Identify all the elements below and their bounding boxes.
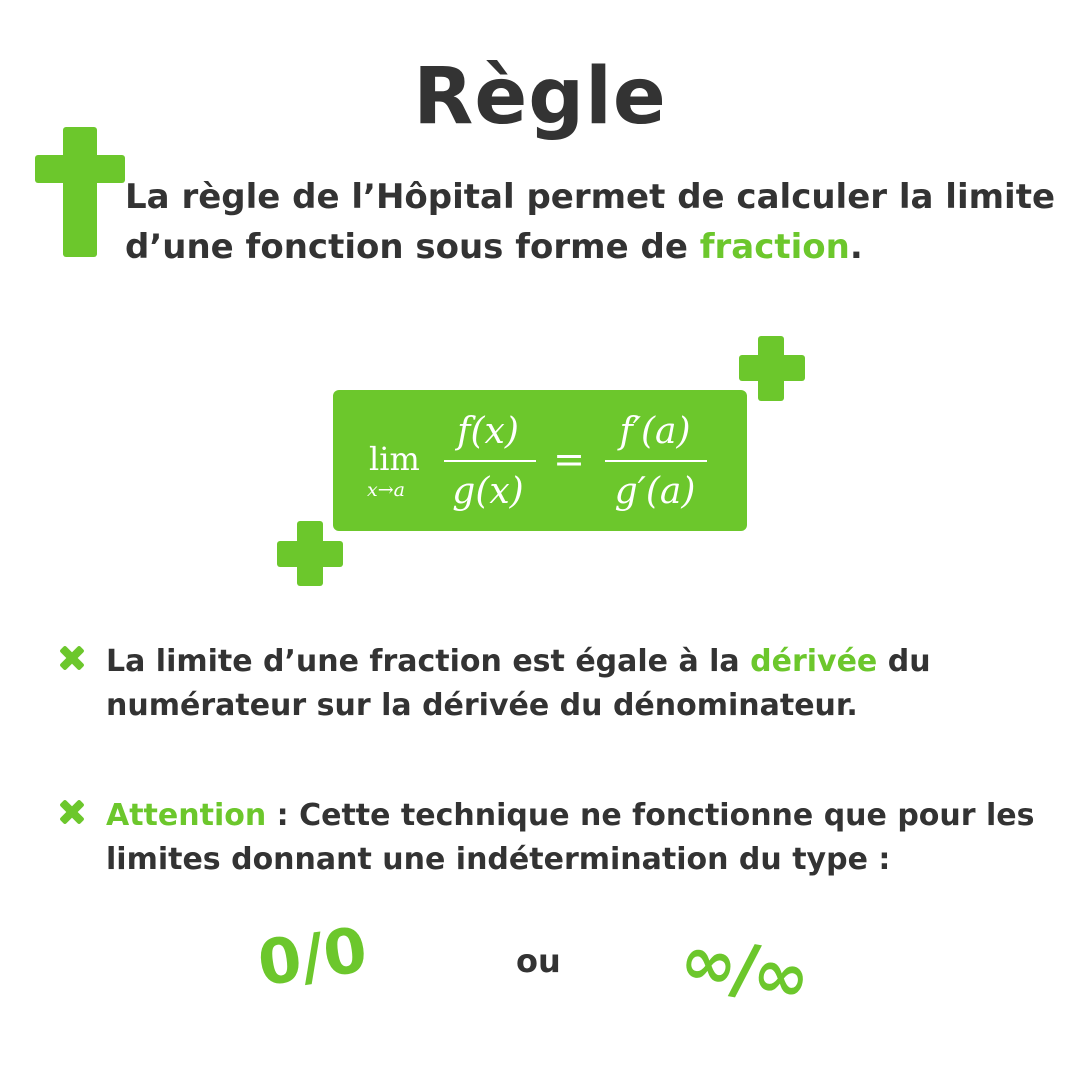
formula-lhs-fraction-bar <box>444 460 536 462</box>
bullet-attention <box>58 794 1068 882</box>
bullet-highlight-attention: Attention <box>106 798 267 833</box>
lhopital-formula <box>333 390 747 531</box>
cross-icon <box>58 798 86 826</box>
formula-lim: lim <box>369 440 420 478</box>
bullet-text <box>106 640 1068 728</box>
form-zero-over-zero: 0/0 <box>253 912 372 1001</box>
intro-highlight-fraction: fraction <box>699 227 850 267</box>
bullet-text-start: La limite d’une fraction est égale à la <box>106 644 751 679</box>
formula-lhs-denominator: g(x) <box>452 471 524 512</box>
intro-text-start: La règle de l’Hôpital permet de calculer la limite d’une fonction sous forme de <box>125 177 1056 267</box>
bullet-text <box>106 794 1068 882</box>
cross-icon <box>58 644 86 672</box>
form-infinity-over-infinity: ∞/∞ <box>674 919 813 1020</box>
bullet-text-end: du numérateur sur la dérivée du dénominateur. <box>106 644 931 723</box>
formula-rhs-denominator: g′(a) <box>614 471 696 512</box>
formula-box <box>333 390 747 531</box>
formula-equals: = <box>553 437 585 481</box>
formula-rhs-numerator: f′(a) <box>619 411 691 452</box>
bullet-text-end: : Cette technique ne fonctionne que pour les limites donnant une indétermination du type : <box>106 798 1035 877</box>
formula-lim-subscript: x→a <box>367 479 405 501</box>
formula-rhs-fraction-bar <box>605 460 707 462</box>
bullet-derivative <box>58 640 1068 728</box>
page-title: Règle <box>413 52 667 142</box>
intro-text <box>125 172 1065 272</box>
form-connector-ou: ou <box>516 942 561 980</box>
intro-text-end: . <box>849 227 863 267</box>
formula-lhs-numerator: f(x) <box>457 411 519 452</box>
bullet-highlight-derivee: dérivée <box>750 644 878 679</box>
